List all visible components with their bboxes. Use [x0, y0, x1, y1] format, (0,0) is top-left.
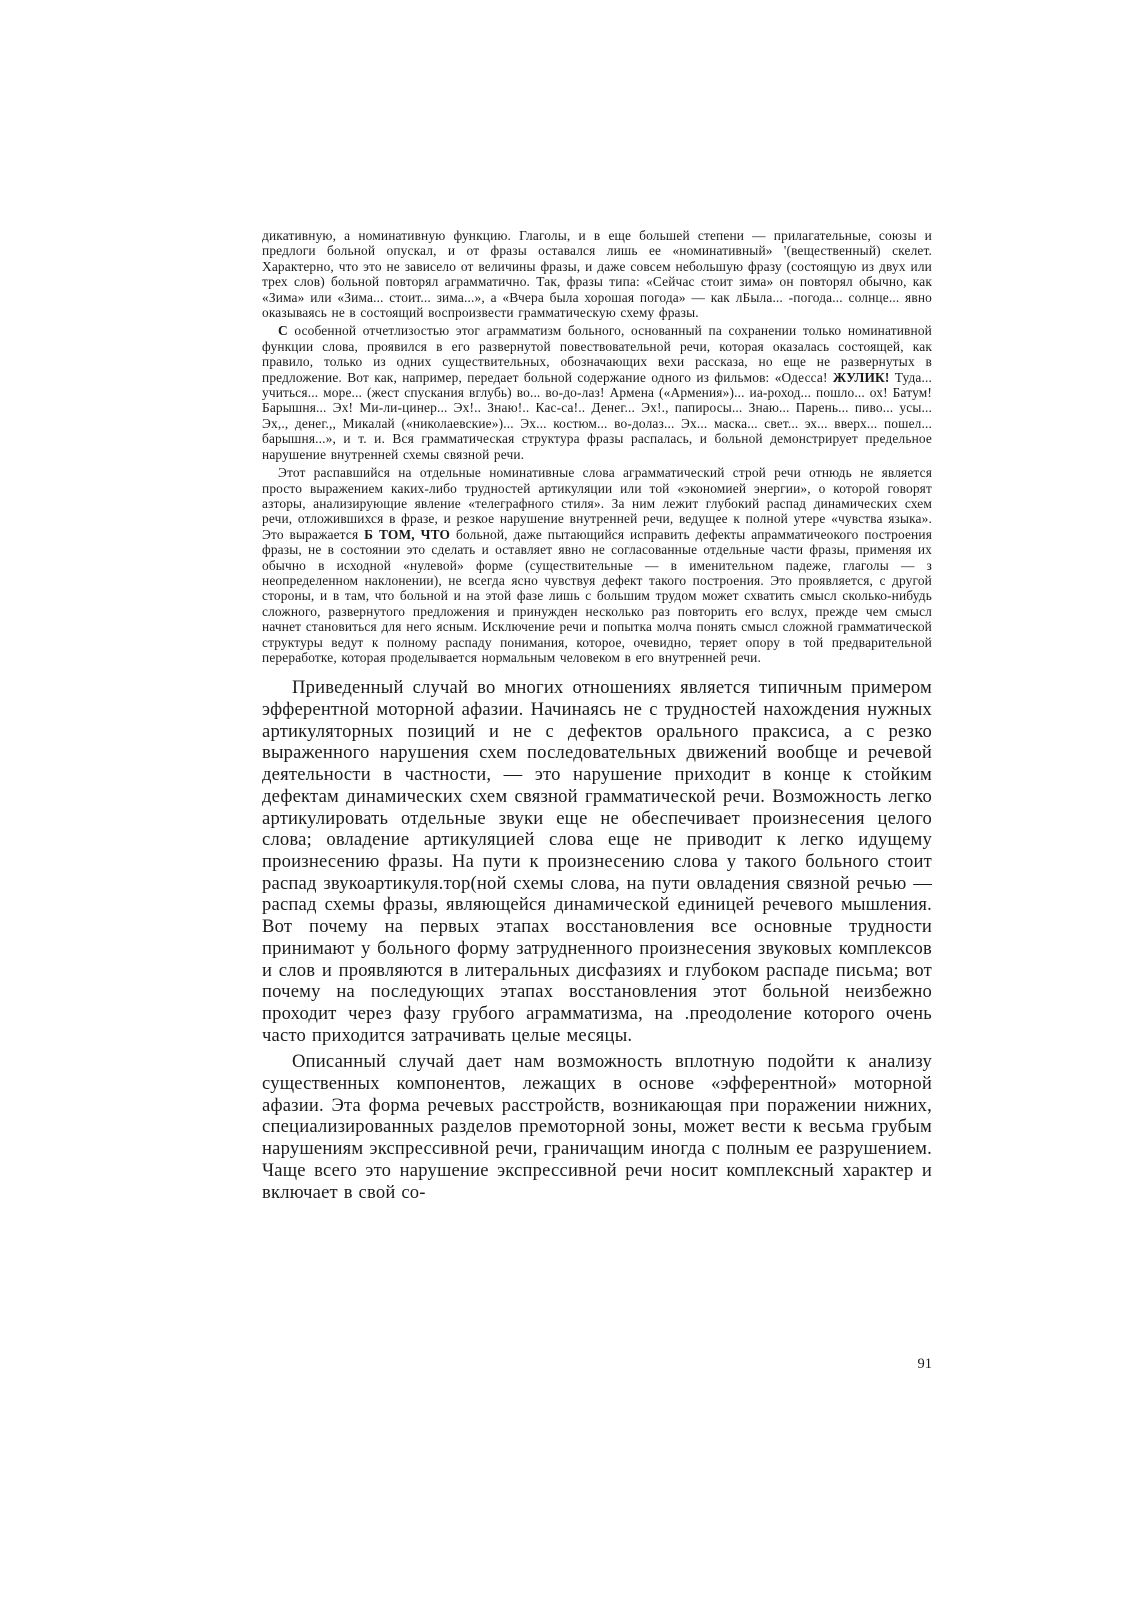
page-number: 91: [917, 1356, 932, 1372]
bold-phrase: Б ТОМ, ЧТО: [364, 526, 451, 542]
small-paragraph-1: дикативную, а номинативную функцию. Глаголы, и в еще большей степени — прилагательные, союзы и предлоги больной опускал, и от фразы оставался лишь ее «номинативный» '(вещественный) скелет. Характерно, что это не зависело от величины фразы, и даже совсем небольшую фразу (состоящую из двух или трех слов) больной повторял аграмматично. Так, фразы типа: «Сейчас стоит зима» он повторял обычно, как «Зима» или «Зима... стоит... зима...», а «Вчера была хорошая погода» — как лБыла... -погода... солнце... явно оказываясь не в состоящий воспроизвести грамматическую схему фразы.: [262, 228, 932, 321]
small-paragraph-2: [262, 323, 932, 462]
small-paragraph-2-part-a: особенной отчетлизостью этог аграмматизм больного, основанный па сохранении только номинативной функции слова, проявился в его развернутой повествовательной речи, которая оказалась состоящей, как правило, только из одних существительных, обозначающих вехи рассказа, но еще не развернутых в предложение. Вот как, например, передает больной содержание одного из фильмов: «Одесса!: [262, 323, 932, 385]
main-paragraph-1: Приведенный случай во многих отношениях является типичным примером эфферентной моторной афазии. Начинаясь не с трудностей нахождения нужных артикуляторных позиций и не с дефектов орального праксиса, а с резко выраженного нарушения схем последовательных движений вообще и речевой деятельности в частности, — это нарушение приходит в конце к стойким дефектам динамических схем связной грамматической речи. Возможность легко артикулировать отдельные звуки еще не обеспечивает произнесения целого слова; овладение артикуляцией слова еще не приводит к легко идущему произнесению фразы. На пути к произнесению слова у такого больного стоит распад звукоартикуля.тор(ной схемы слова, на пути овладения связной речью — распад схемы фразы, являющейся динамической единицей речевого мышления. Вот почему на первых этапах восстановления все основные трудности принимают у больного форму затрудненного произнесения звуковых комплексов и слов и проявляются в литеральных дисфазиях и глубоком распаде письма; вот почему на последующих этапах восстановления этот больной неизбежно проходит через фазу грубого аграмматизма, на .преодоление которого очень часто приходится затрачивать целые месяцы.: [262, 677, 932, 1046]
small-paragraph-3-part-b: больной, даже пытающийся исправить дефекты апрамматичеокого построения фразы, не в состоянии это сделать и оставляет явно не согласованные отдельные части фразы, применяя их обычно в исходной «нулевой» форме (существительные — в именительном падеже, глаголы — з неопределенном наклонении), не всегда ясно чувствуя дефект такого построения. Это проявляется, с другой стороны, и в там, что больной и на этой фазе лишь с большим трудом может схватить смысл сколько-нибудь сложного, развернутого предложения и принужден несколько раз повторить его вслух, прежде чем смысл начнет становиться для него ясным. Исключение речи и попытка молча понять смысл сложной грамматической структуры ведут к полному распаду понимания, которое, очевидно, теряет опору в той предварительной переработке, которая проделывается нормальным человеком в его внутренней речи.: [262, 526, 933, 665]
paragraph-lead-letter: С: [278, 323, 288, 339]
main-paragraph-2: Описанный случай дает нам возможность вплотную подойти к анализу существенных компонентов, лежащих в основе «эфферентной» моторной афазии. Эта форма речевых расстройств, возникающая при поражении нижних, специализированных разделов премоторной зоны, может вести к весьма грубым нарушениям экспрессивной речи, граничащим иногда с полным ее разрушением. Чаще всего это нарушение экспрессивной речи носит комплексный характер и включает в свой со-: [262, 1051, 932, 1203]
bold-exclamation: ЖУЛИК!: [832, 369, 890, 385]
small-paragraph-2-part-b: Туда... учиться... море... (жест спускания вглубь) во... во-до-лаз! Армена («Армения»)... иа-роход... пошло... ох! Батум! Барышня... Эх! Ми-ли-цинер... Эх!.. Знаю!.. Кас-са!.. Денег... Эх!., папиросы... Знаю... Парень... пиво... усы... Эх,., денег.,, Микалай («николаевские»)... Эх... костюм... во-долаз... Эх... маска... свет... эх... вверх... пошел... барышня...», и т. и. Вся грамматическая структура фразы распалась, и больной демонстрирует предельное нарушение внутренней схемы связной речи.: [262, 369, 932, 462]
main-text-section: [262, 677, 932, 1203]
small-paragraph-3-part-a: Этот распавшийся на отдельные номинативные слова аграмматический строй речи отнюдь не является просто выражением каких-либо трудностей артикуляции или той «экономией энергии», о которой говорят азторы, анализирующие явление «телеграфного стиля». За ним лежит глубокий распад динамических схем речи, отложившихся в фразе, и резкое нарушение внутренней речи, ведущее к полной утере «чувства языка». Это выражается: [262, 465, 932, 542]
page-body: [262, 228, 932, 1203]
small-print-section: [262, 228, 932, 665]
small-paragraph-3: [262, 465, 932, 665]
